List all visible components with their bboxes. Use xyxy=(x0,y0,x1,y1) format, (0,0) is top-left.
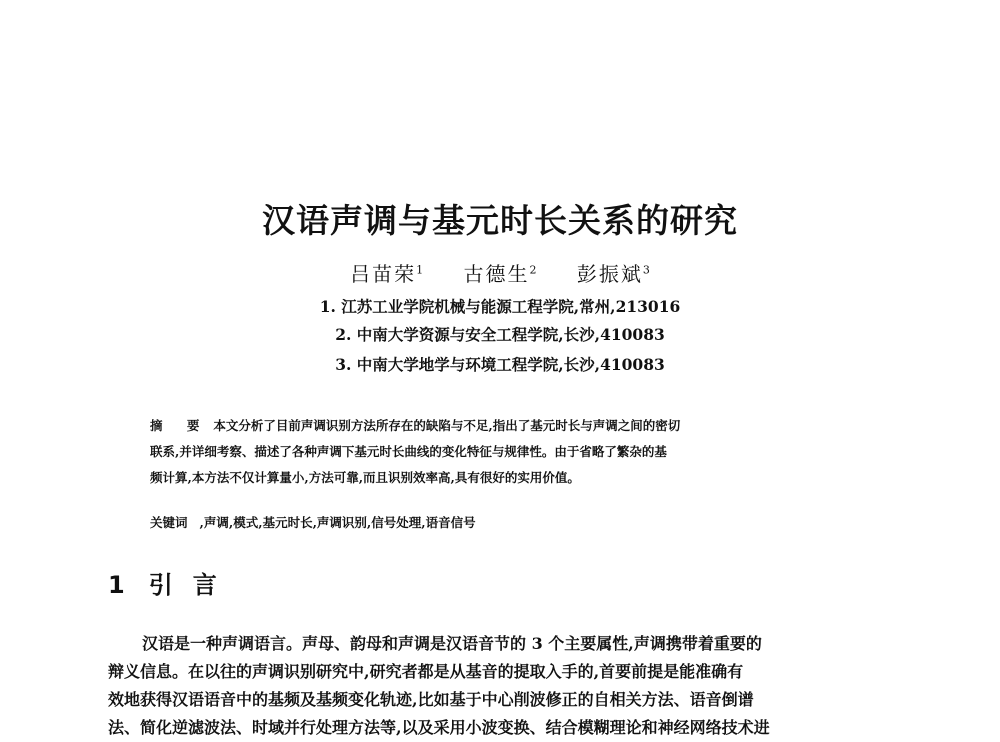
author-name: 吕苗荣 xyxy=(350,262,417,286)
body-line: 汉语是一种声调语言。声母、韵母和声调是汉语音节的 3 个主要属性,声调携带着重要的 xyxy=(142,634,762,653)
abstract-line: 频计算,本方法不仅计算量小,方法可靠,而且识别效率高,具有很好的实用价值。 xyxy=(150,470,580,485)
author-affiliation-mark: 3 xyxy=(642,263,650,277)
body-line: 效地获得汉语语音中的基频及基频变化轨迹,比如基于中心削波修正的自相关方法、语音倒谱 xyxy=(108,690,754,709)
author-1 xyxy=(350,262,423,286)
author-name: 古德生 xyxy=(463,262,530,286)
author-name: 彭振斌 xyxy=(576,262,643,286)
affiliation-1: 1. 江苏工业学院机械与能源工程学院,常州,213016 xyxy=(319,297,681,316)
author-affiliation-mark: 1 xyxy=(416,263,424,277)
section-number: 1 xyxy=(108,571,125,599)
abstract-label: 摘 要 xyxy=(150,418,210,433)
section-title: 引言 xyxy=(148,571,237,599)
body-line: 辩义信息。在以往的声调识别研究中,研究者都是从基音的提取入手的,首要前提是能准确有 xyxy=(108,662,744,681)
abstract-text: 本文分析了目前声调识别方法所存在的缺陷与不足,指出了基元时长与声调之间的密切 xyxy=(213,418,681,433)
keywords-text: ,声调,模式,基元时长,声调识别,信号处理,语音信号 xyxy=(199,515,476,530)
abstract-line: 联系,并详细考察、描述了各种声调下基元时长曲线的变化特征与规律性。由于省略了繁杂的基 xyxy=(150,444,667,459)
keywords xyxy=(150,513,476,531)
body-paragraph xyxy=(108,630,908,742)
keywords-label: 关键词 xyxy=(150,515,188,530)
section-heading xyxy=(108,565,237,600)
author-affiliation-mark: 2 xyxy=(529,263,537,277)
paper-title: 汉语声调与基元时长关系的研究 xyxy=(262,201,738,240)
affiliation-2: 2. 中南大学资源与安全工程学院,长沙,410083 xyxy=(335,325,665,344)
affiliation-3: 3. 中南大学地学与环境工程学院,长沙,410083 xyxy=(335,355,665,374)
abstract xyxy=(150,413,870,491)
author-list xyxy=(0,258,1000,287)
body-line: 法、简化逆滤波法、时域并行处理方法等,以及采用小波变换、结合模糊理论和神经网络技术进 xyxy=(108,718,770,737)
author-2 xyxy=(464,262,537,286)
abstract-line xyxy=(150,413,870,439)
author-3 xyxy=(577,262,650,286)
